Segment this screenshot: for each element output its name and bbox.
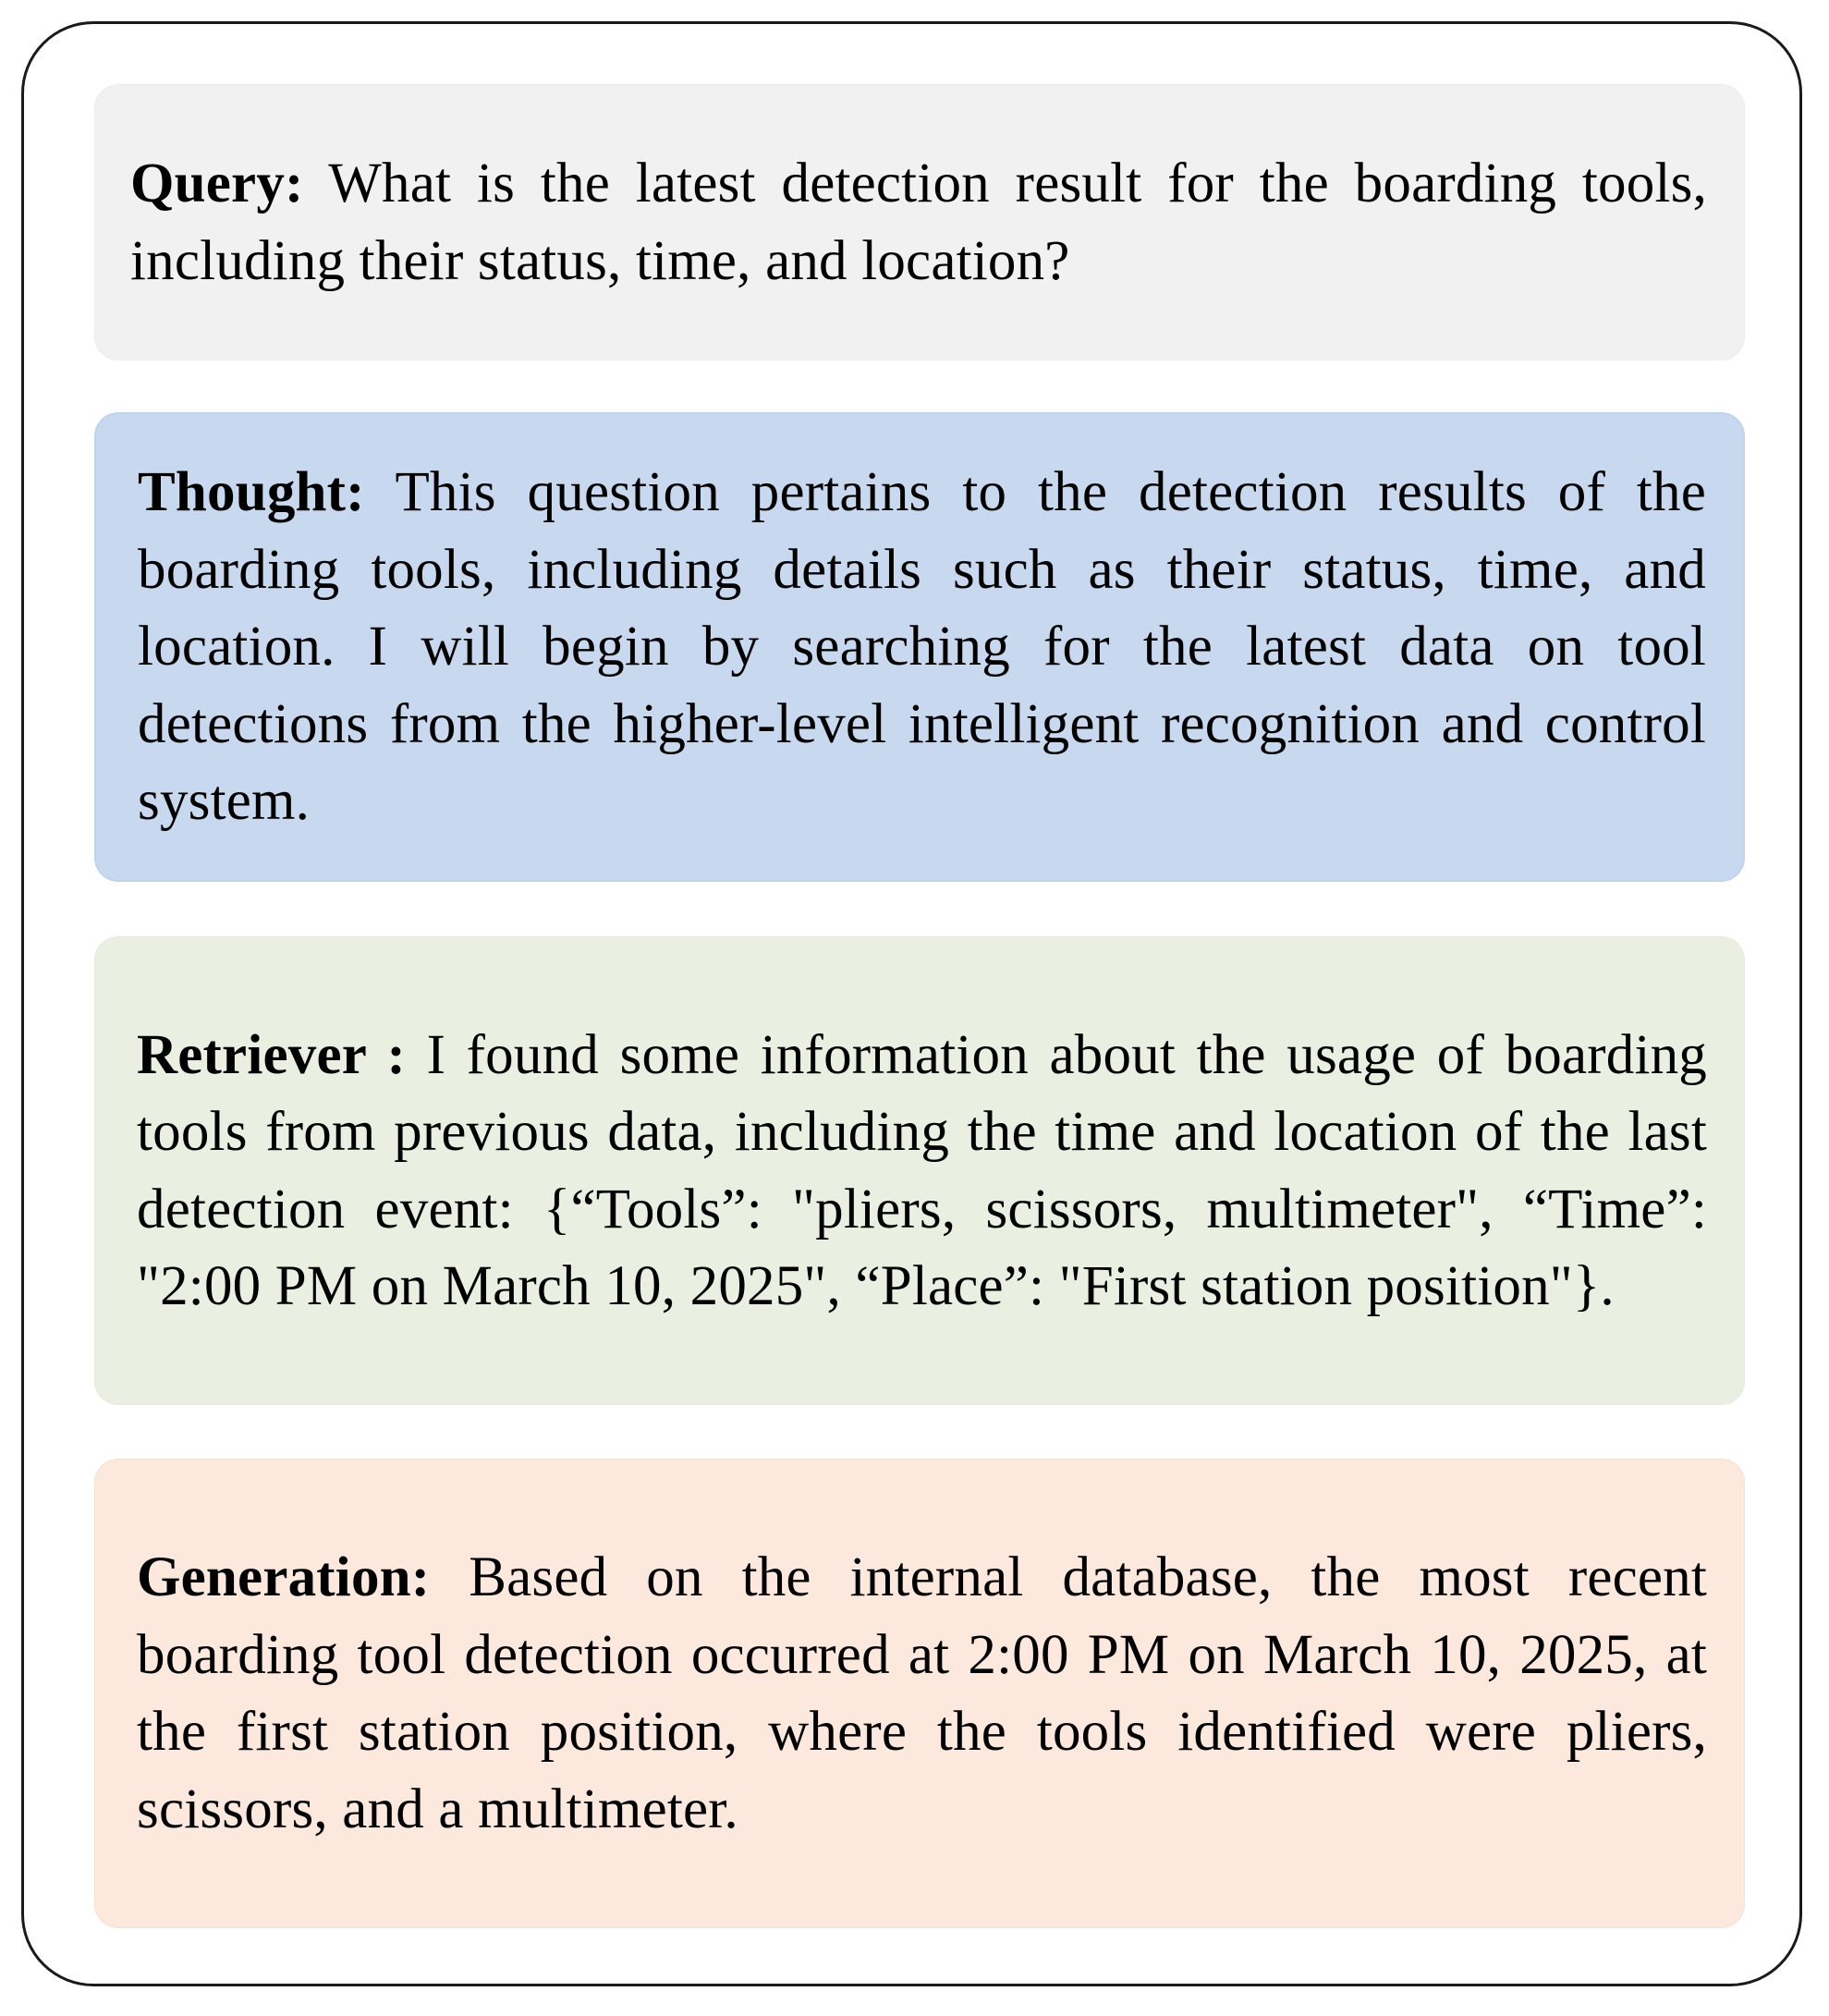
- query-panel: [94, 84, 1745, 360]
- retriever-text: I found some information about the usage of boarding tools from previous data, including the time and location of the last detection event: {“Tools”: "pliers, scissors, multimeter", “Time”: "2:00 PM on March 10, 2025", “Place”: "First station position"}.: [137, 1023, 1707, 1317]
- thought-paragraph: [138, 454, 1706, 840]
- retriever-label: Retriever :: [137, 1023, 406, 1086]
- query-text: What is the latest detection result for the boarding tools, including their status, time, and location?: [130, 153, 1707, 292]
- thought-text: This question pertains to the detection results of the boarding tools, including details such as their status, time, and location. I will begin by searching for the latest data on tool detections from the higher-level intelligent recognition and control system.: [138, 461, 1706, 833]
- generation-panel: [94, 1459, 1745, 1928]
- thought-label: Thought:: [138, 461, 365, 524]
- query-paragraph: [130, 145, 1707, 299]
- generation-paragraph: [137, 1539, 1707, 1848]
- retriever-paragraph: [137, 1017, 1707, 1326]
- query-label: Query:: [130, 153, 304, 214]
- generation-label: Generation:: [137, 1546, 431, 1608]
- thought-panel: [94, 412, 1745, 882]
- generation-text: Based on the internal database, the most recent boarding tool detection occurred at 2:00 PM on March 10, 2025, at the first station position, where the tools identified were pliers, scissors, and a multimeter.: [137, 1546, 1708, 1840]
- retriever-panel: [94, 936, 1745, 1405]
